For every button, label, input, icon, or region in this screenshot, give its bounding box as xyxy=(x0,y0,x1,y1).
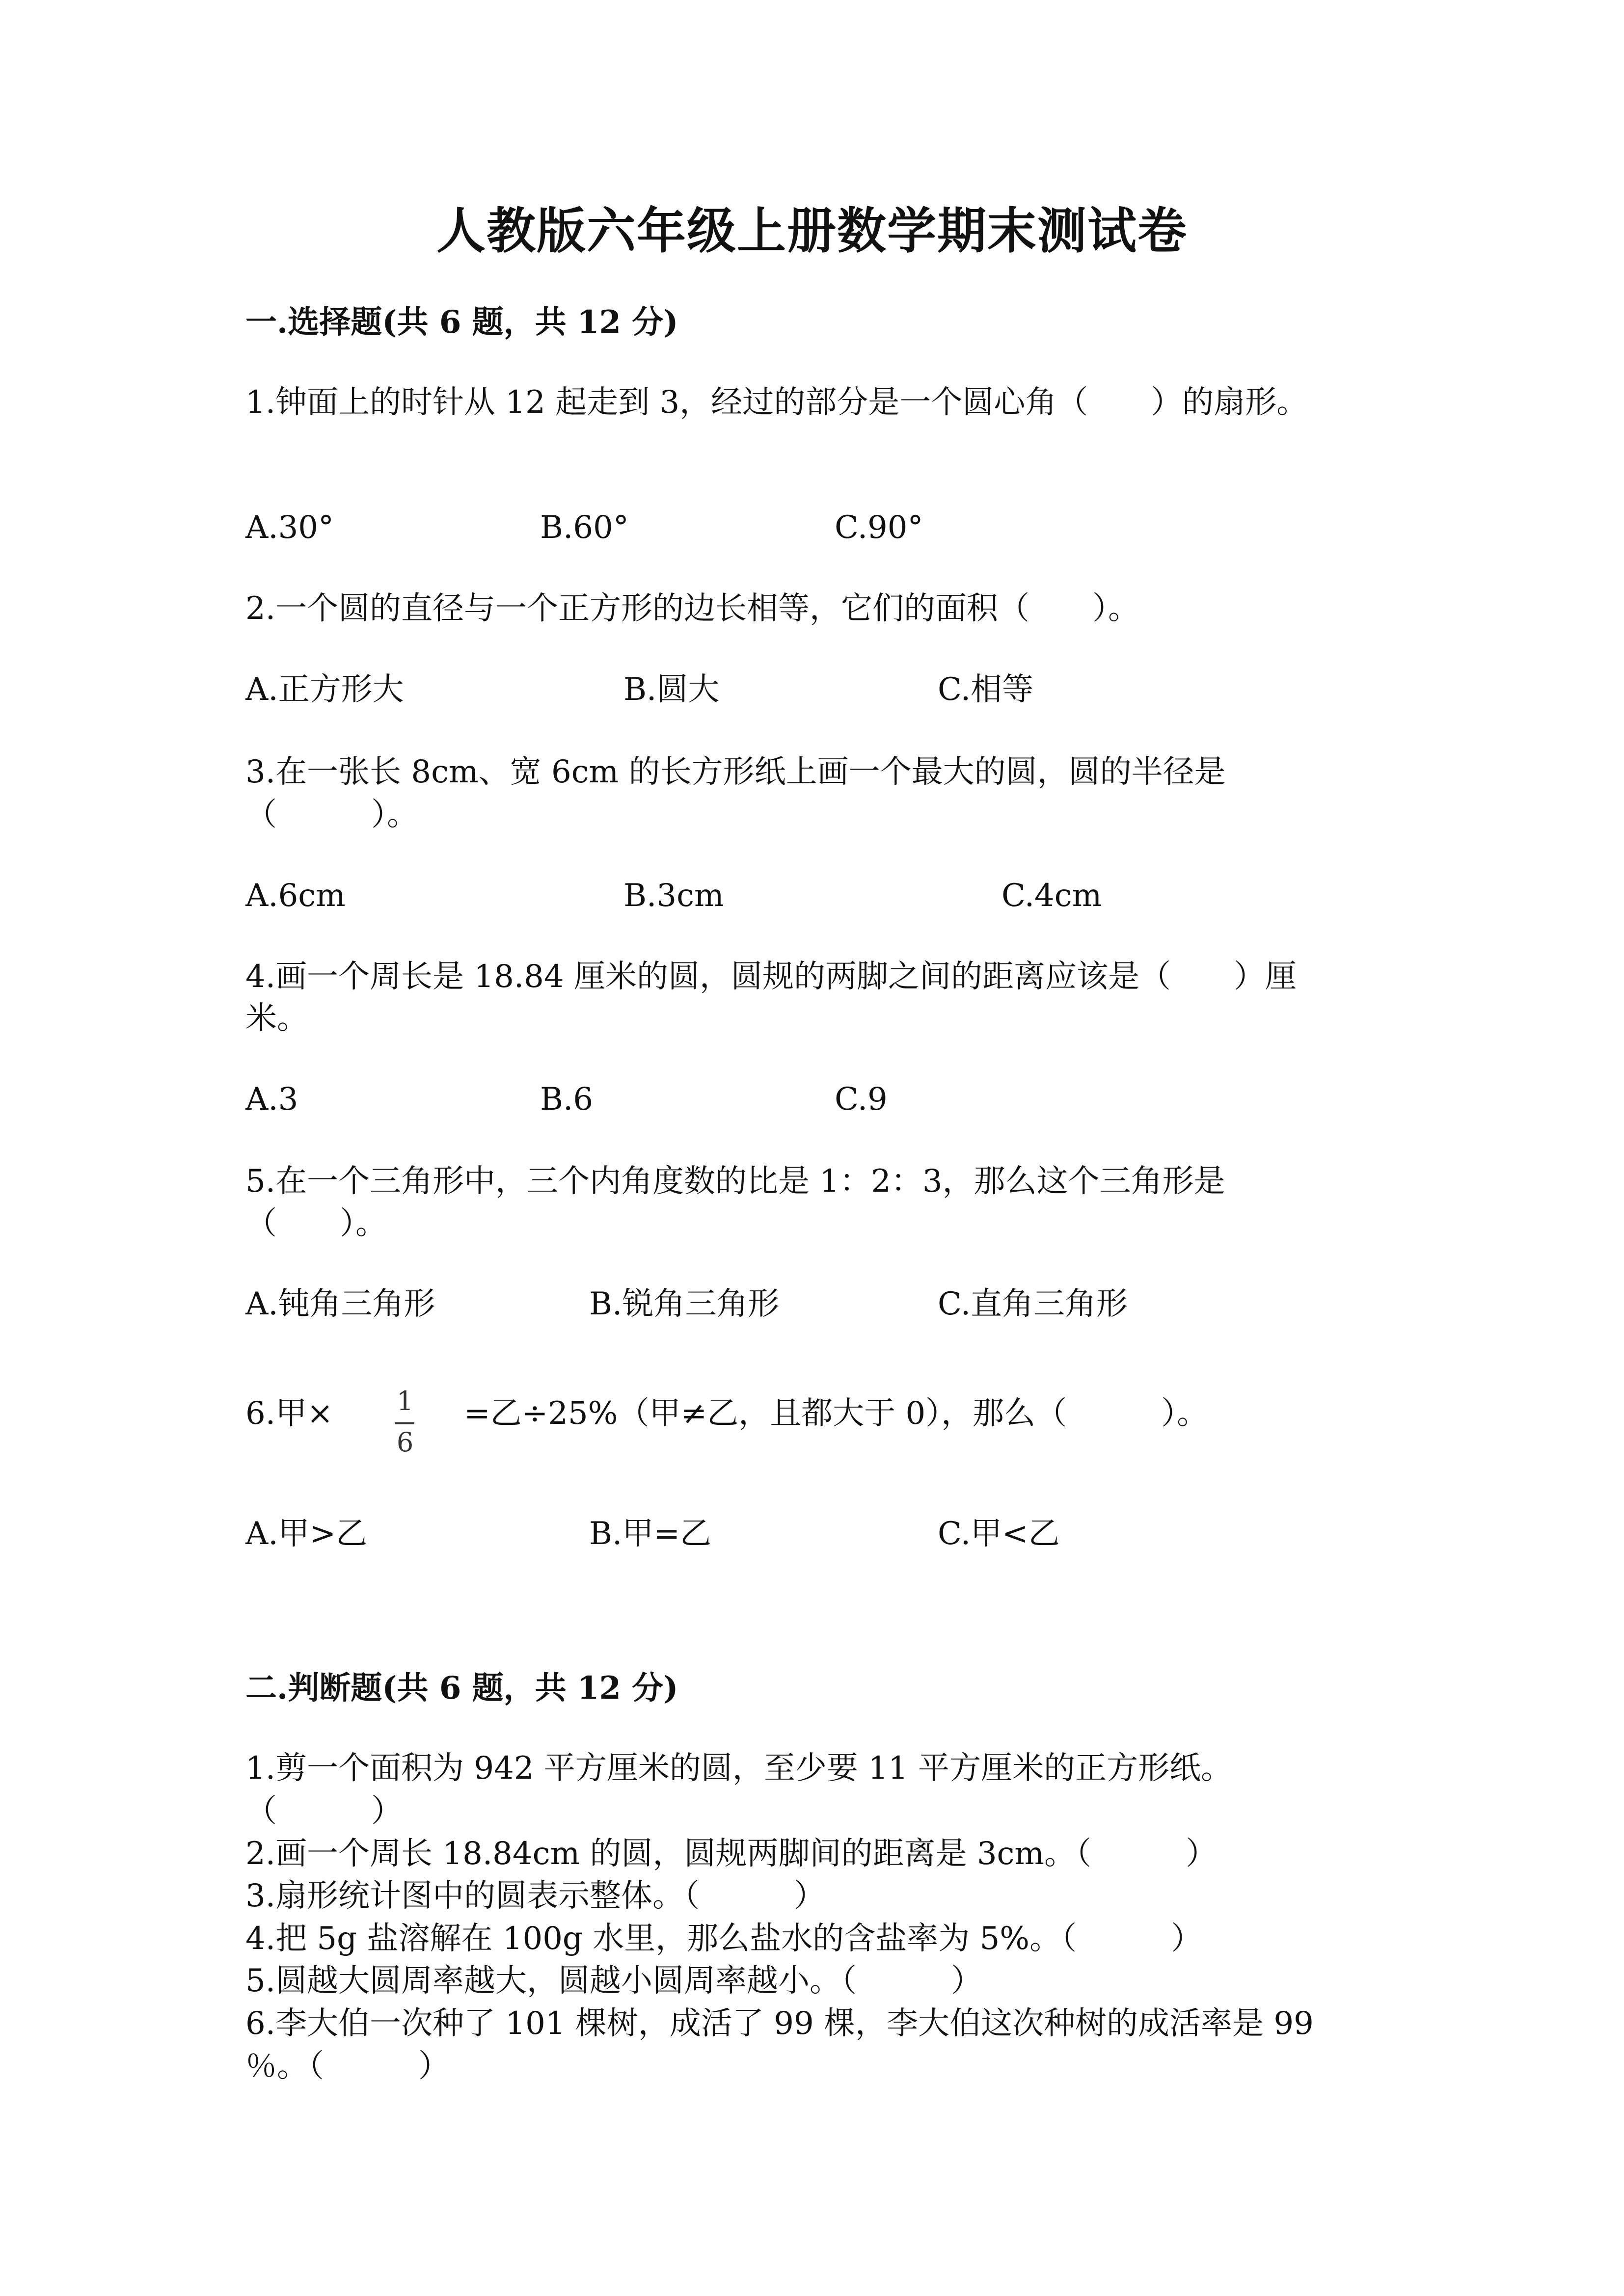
question-5-option-a: A.钝角三角形 xyxy=(245,1286,435,1322)
question-1-option-c: C.90° xyxy=(835,509,923,546)
question-2-option-c: C.相等 xyxy=(938,671,1034,708)
section-heading-judgement: 二.判断题(共 6 题，共 12 分) xyxy=(245,1670,678,1707)
question-2-option-b: B.圆大 xyxy=(623,671,720,708)
question-5-text: 5.在一个三角形中，三个内角度数的比是 1：2：3，那么这个三角形是 xyxy=(245,1163,1225,1200)
fraction-numerator: 1 xyxy=(396,1386,414,1416)
question-3-text-line2: （ ）。 xyxy=(245,797,418,833)
question-3-option-c: C.4cm xyxy=(1001,878,1102,914)
question-2-text: 2.一个圆的直径与一个正方形的边长相等，它们的面积（ ）。 xyxy=(245,590,1140,627)
question-6-option-c: C.甲<乙 xyxy=(938,1516,1060,1552)
judgement-item-5: 5.圆越大圆周率越大，圆越小圆周率越小。（ ） xyxy=(245,1963,983,1999)
judgement-item-4: 4.把 5g 盐溶解在 100g 水里，那么盐水的含盐率为 5%。（ ） xyxy=(245,1921,1203,1957)
fraction-one-sixth xyxy=(393,1384,417,1463)
judgement-item-2: 2.画一个周长 18.84cm 的圆，圆规两脚间的距离是 3cm。（ ） xyxy=(245,1836,1218,1872)
judgement-item-6: 6.李大伯一次种了 101 棵树，成活了 99 棵，李大伯这次种树的成活率是 99 xyxy=(245,2005,1314,2042)
fraction-bar xyxy=(395,1422,414,1424)
question-1-option-a: A.30° xyxy=(245,509,334,546)
question-3-option-a: A.6cm xyxy=(245,878,346,914)
question-4-text: 4.画一个周长是 18.84 厘米的圆，圆规的两脚之间的距离应该是（ ）厘 xyxy=(245,959,1297,995)
judgement-item-1: 1.剪一个面积为 942 平方厘米的圆，至少要 11 平方厘米的正方形纸。 xyxy=(245,1750,1233,1787)
question-6-option-a: A.甲>乙 xyxy=(245,1516,368,1552)
fraction-denominator: 6 xyxy=(396,1427,414,1458)
question-3-text: 3.在一张长 8cm、宽 6cm 的长方形纸上画一个最大的圆，圆的半径是 xyxy=(245,754,1226,790)
judgement-item-3: 3.扇形统计图中的圆表示整体。（ ） xyxy=(245,1878,826,1914)
question-4-option-c: C.9 xyxy=(835,1081,888,1118)
section-heading-choice: 一.选择题(共 6 题，共 12 分) xyxy=(245,304,678,341)
question-1-text: 1.钟面上的时针从 12 起走到 3，经过的部分是一个圆心角（ ）的扇形。 xyxy=(245,384,1308,421)
question-6-suffix: =乙÷25%（甲≠乙，且都大于 0），那么（ ）。 xyxy=(464,1395,1209,1432)
judgement-item-6-line2: ％。（ ） xyxy=(245,2048,450,2084)
page-title: 人教版六年级上册数学期末测试卷 xyxy=(436,202,1188,260)
question-2-option-a: A.正方形大 xyxy=(245,671,404,708)
question-4-option-b: B.6 xyxy=(540,1081,594,1118)
question-5-option-b: B.锐角三角形 xyxy=(589,1286,780,1322)
question-6-prefix: 6.甲× xyxy=(245,1395,333,1432)
judgement-item-1-blank: （ ） xyxy=(245,1793,403,1829)
question-1-option-b: B.60° xyxy=(540,509,629,546)
question-5-text-line2: （ ）。 xyxy=(245,1205,387,1242)
question-4-option-a: A.3 xyxy=(245,1081,298,1118)
question-3-option-b: B.3cm xyxy=(623,878,724,914)
question-6-option-b: B.甲=乙 xyxy=(589,1516,711,1552)
question-5-option-c: C.直角三角形 xyxy=(938,1286,1128,1322)
question-4-text-line2: 米。 xyxy=(245,1000,308,1037)
